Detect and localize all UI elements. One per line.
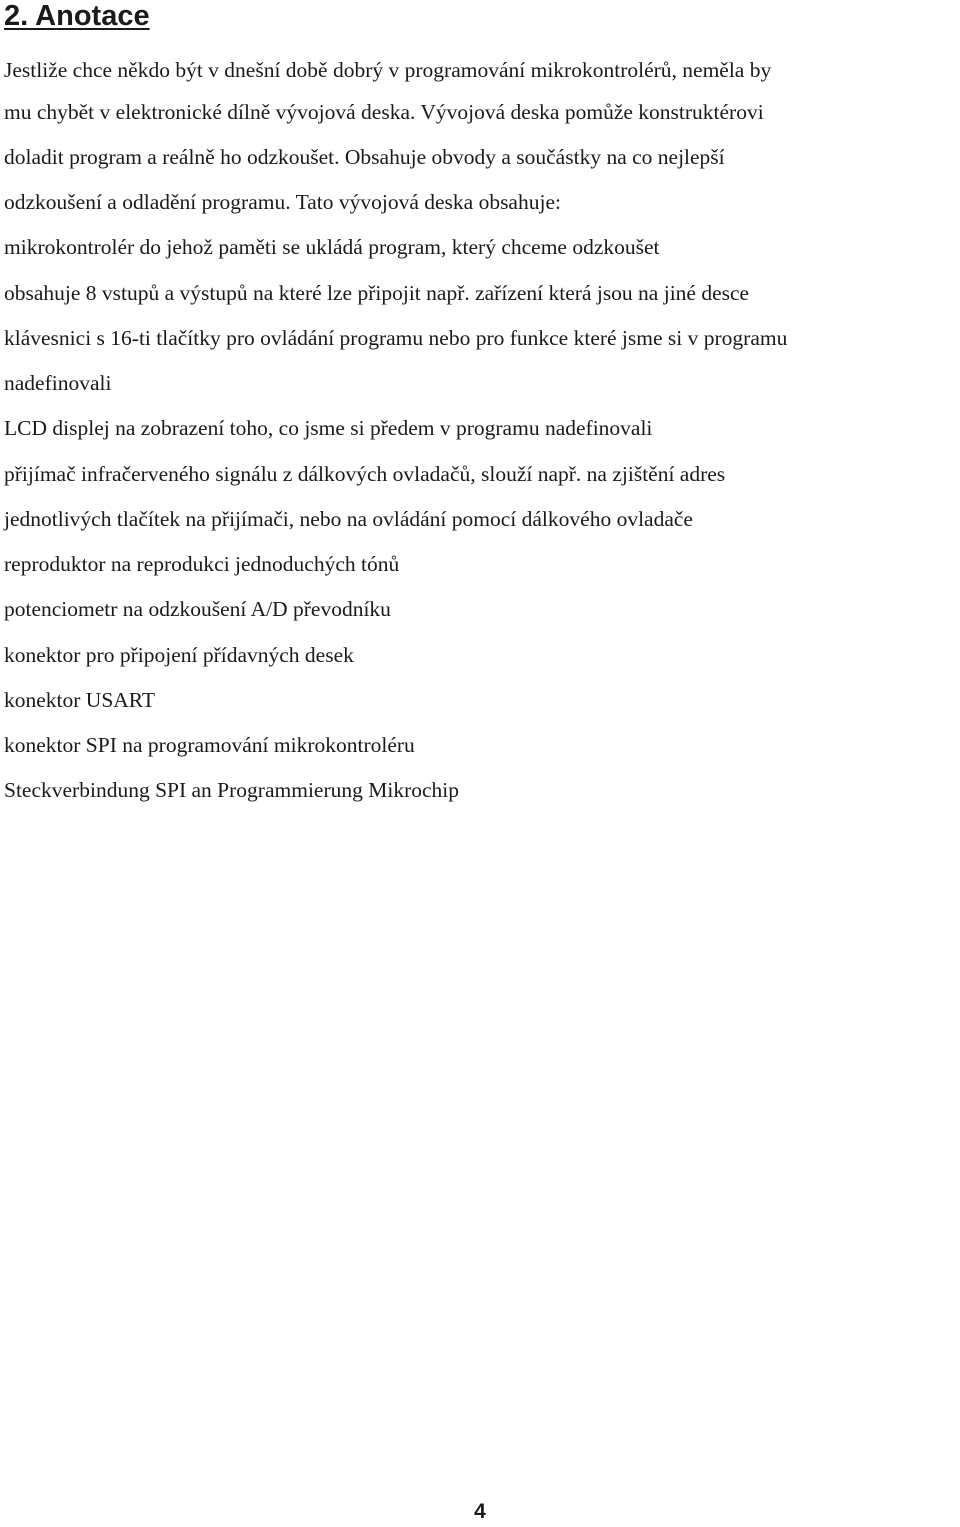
text-line: reproduktor na reprodukci jednoduchých tónů (4, 552, 400, 576)
page-number: 4 (474, 1500, 486, 1523)
text-line: nadefinovali (4, 371, 112, 395)
text-line: mikrokontrolér do jehož paměti se ukládá program, který chceme odzkoušet (4, 235, 660, 259)
text-line: konektor pro připojení přídavných desek (4, 643, 354, 667)
text-line: odzkoušení a odladění programu. Tato vývojová deska obsahuje: (4, 190, 561, 214)
text-line: obsahuje 8 vstupů a výstupů na které lze připojit např. zařízení která jsou na jiné desce (4, 281, 750, 305)
text-line: Steckverbindung SPI an Programmierung Mikrochip (4, 778, 460, 802)
text-line: přijímač infračerveného signálu z dálkových ovladačů, slouží např. na zjištění adres (4, 462, 726, 486)
text-line: konektor USART (4, 688, 155, 712)
text-line: potenciometr na odzkoušení A/D převodníku (4, 597, 391, 621)
text-line: konektor SPI na programování mikrokontroléru (4, 733, 415, 757)
text-line: Jestliže chce někdo být v dnešní době dobrý v programování mikrokontrolérů, neměla by (4, 58, 772, 82)
section-heading: 2. Anotace (4, 0, 150, 32)
text-line: LCD displej na zobrazení toho, co jsme si předem v programu nadefinovali (4, 416, 653, 440)
text-line: klávesnici s 16-ti tlačítky pro ovládání programu nebo pro funkce které jsme si v programu (4, 326, 788, 350)
text-line: jednotlivých tlačítek na přijímači, nebo na ovládání pomocí dálkového ovladače (4, 507, 693, 531)
text-line: doladit program a reálně ho odzkoušet. Obsahuje obvody a součástky na co nejlepší (4, 145, 725, 169)
text-line: mu chybět v elektronické dílně vývojová deska. Vývojová deska pomůže konstruktérovi (4, 100, 764, 124)
